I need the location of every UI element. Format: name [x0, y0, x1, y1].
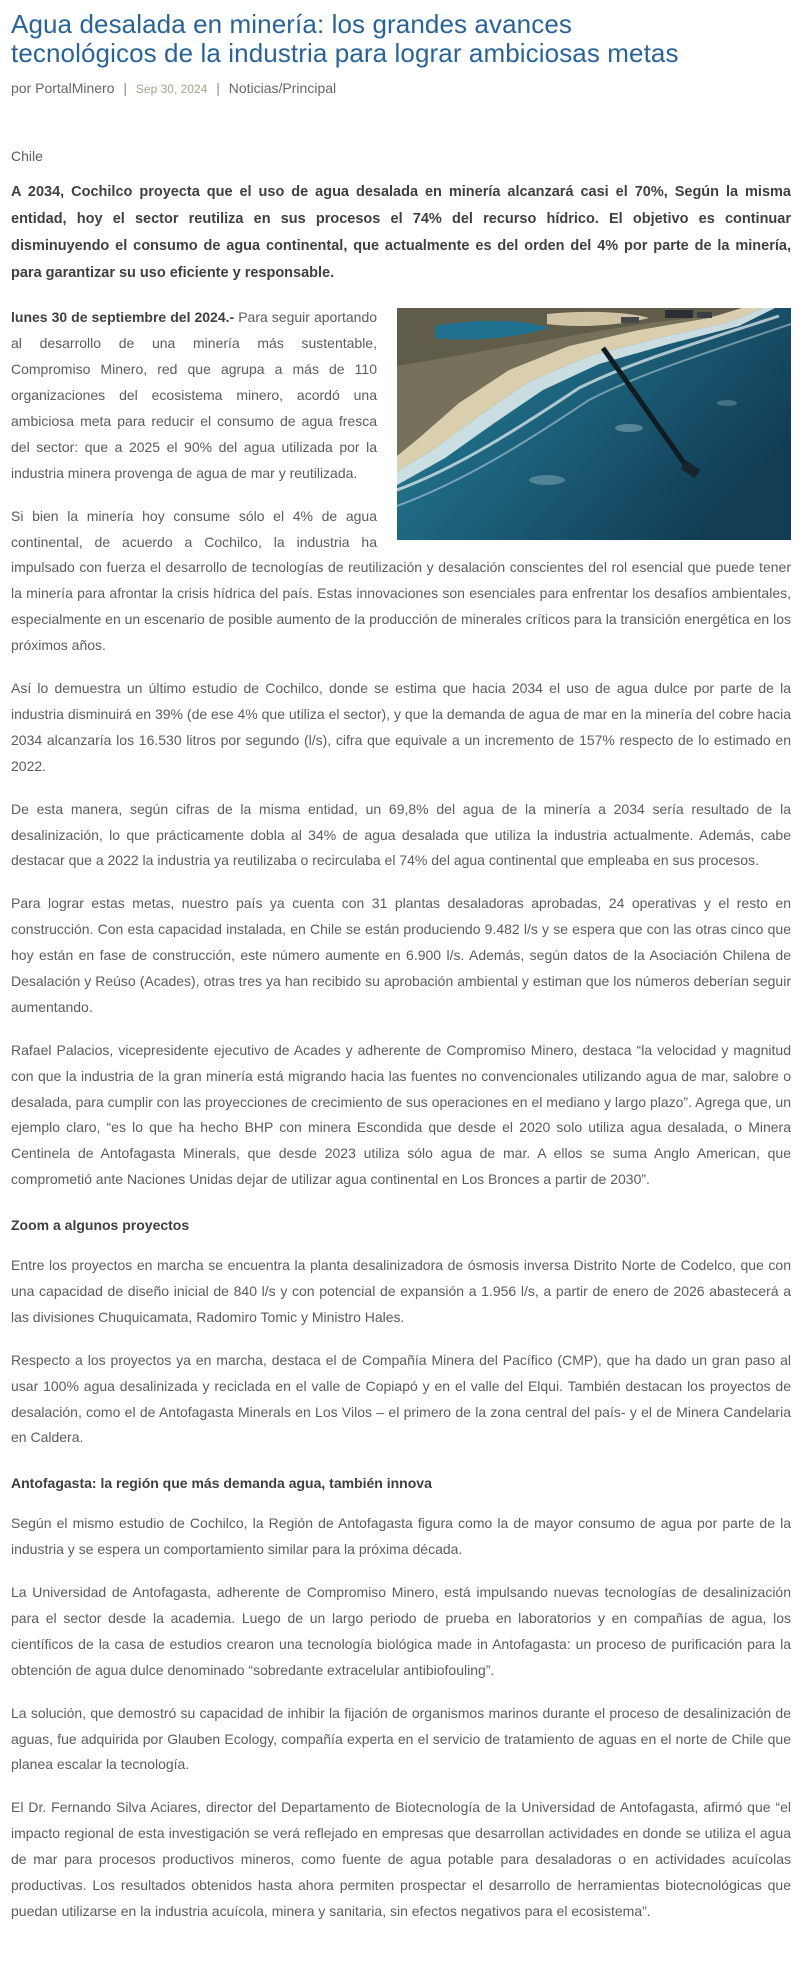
article	[11, 10, 791, 1925]
paragraph: De esta manera, según cifras de la misma entidad, un 69,8% del agua de la minería a 2034 sería resultado de la desalinización, lo que prácticamente dobla al 34% de agua desalada que utiliza la industria actualmente. Además, cabe destacar que a 2022 la industria ya reutilizaba o recirculaba el 74% del agua continental que empleaba en sus procesos.	[11, 800, 791, 869]
aerial-coastline-photo	[397, 308, 791, 540]
paragraph: Entre los proyectos en marcha se encuentra la planta desalinizadora de ósmosis inversa Distrito Norte de Codelco, que con una capacidad de diseño inicial de 840 l/s y con potencial de expansión a 1.956 l/s, a partir de enero de 2026 abastecerá a las divisiones Chuquicamata, Radomiro Tomic y Ministro Hales.	[11, 1257, 791, 1325]
subhead-projects: Zoom a algunos proyectos	[11, 1217, 190, 1234]
paragraph: La Universidad de Antofagasta, adherente de Compromiso Minero, está impulsando nuevas tecnologías de desalinización para el sector desde la academia. Luego de un largo periodo de prueba en laboratorios y en compañías de agua, los científicos de la casa de estudios crearon una tecnología biológica made in Antofagasta: un proceso de purificación para la obtención de agua dulce denominado “sobredante extracelular antibiofouling”.	[11, 1584, 791, 1678]
paragraph: Según el mismo estudio de Cochilco, la Región de Antofagasta figura como la de mayor consumo de agua por parte de la industria y se espera un comportamiento similar para la próxima década.	[11, 1515, 791, 1558]
dateline-text: Para seguir aportando al desarrollo de una minería más sustentable, Compromiso Minero, red que agrupa a más de 110 organizaciones del ecosistema minero, acordó una ambiciosa meta para reducir el consumo de agua fresca del sector: que a 2025 el 90% del agua utilizada por la industria minera provenga de agua de mar y reutilizada.	[11, 309, 378, 481]
coastal-desalination-illustration	[397, 308, 791, 540]
page-title: Agua desalada en minería: los grandes avances tecnológicos de la industria para lograr ambiciosas metas	[11, 9, 679, 69]
paragraph: Así lo demuestra un último estudio de Cochilco, donde se estima que hacia 2034 el uso de agua dulce por parte de la industria disminuirá en 39% (de ese 4% que utiliza el sector), y que la demanda de agua de mar en la minería del cobre hacia 2034 alcanzaría los 16.530 litros por segundo (l/s), cifra que equivale a un incremento de 157% respecto de lo estimado en 2022.	[11, 680, 791, 774]
article-body	[11, 305, 791, 1924]
meta-author-prefix: por	[11, 80, 32, 97]
paragraph: Respecto a los proyectos ya en marcha, destaca el de Compañía Minera del Pacífico (CMP), que ha dado un gran paso al usar 100% agua desalinizada y reciclada en el valle de Copiapó y en el valle del Elqui. También destacan los proyectos de desalación, como el de Antofagasta Minerals en Los Vilos – el primero de la zona central del país- y el de Minera Candelaria en Caldera.	[11, 1351, 791, 1446]
paragraph: Si bien la minería hoy consume sólo el 4% de agua continental, de acuerdo a Cochilco, la industria ha impulsado con fuerza el desarrollo de tecnologías de reutilización y desalación conscientes del rol esencial que puede tener la minería para afrontar la crisis hídrica del país. Estas innovaciones son esenciales para enfrentar los desafíos ambientales, especialmente en un escenario de posible aumento de la producción de minerales críticos para la transición energética en los próximos años.	[11, 507, 791, 654]
paragraph: Rafael Palacios, vicepresidente ejecutivo de Acades y adherente de Compromiso Minero, destaca “la velocidad y magnitud con que la industria de la gran minería está migrando hacia las fuentes no convencionales utilizando agua de mar, salobre o desalada, para cumplir con las proyecciones de crecimiento de sus operaciones en el mediano y largo plazo”. Agrega que, un ejemplo claro, “es lo que ha hecho BHP con minera Escondida que desde el 2020 solo utiliza agua desalada, o Minera Centinela de Antofagasta Minerals, que desde 2023 utiliza sólo agua de mar. A ellos se suma Anglo American, que comprometió ante Naciones Unidas dejar de utilizar agua continental en Los Bronces a partir de 2030”.	[11, 1041, 791, 1188]
paragraph: La solución, que demostró su capacidad de inhibir la fijación de organismos marinos durante el proceso de desalinización de aguas, fue adquirida por Glauben Ecology, compañía experta en el servicio de tratamiento de aguas en el norte de Chile que planea escalar la tecnología.	[11, 1704, 791, 1773]
meta-separator: |	[123, 80, 128, 97]
meta-separator: |	[216, 80, 220, 97]
paragraph: El Dr. Fernando Silva Aciares, director del Departamento de Biotecnología de la Universidad de Antofagasta, afirmó que “el impacto regional de esta investigación se verá reflejado en empresas que desarrollan actividades en donde se utiliza el agua de mar para procesos productivos mineros, como fuente de agua potable para desaladoras o en actividades acuícolas productivas. Los resultados obtenidos hasta ahora permiten prospectar el desarrollo de herramientas biotecnológicas que puedan utilizarse en la industria acuícola, minera y sanitaria, sin efectos negativos para el ecosistema”.	[11, 1799, 791, 1919]
location-label: Chile	[11, 148, 43, 165]
author-link[interactable]: PortalMinero	[35, 80, 115, 97]
dateline-bold: lunes 30 de septiembre del 2024.-	[11, 309, 235, 326]
lead-paragraph: A 2034, Cochilco proyecta que el uso de agua desalada en minería alcanzará casi el 70%, Según la misma entidad, hoy el sector reutiliza en sus procesos el 74% del recurso hídrico. El objetivo es continuar disminuyendo el consumo de agua continental, que actualmente es del orden del 4% por parte de la minería, para garantizar su uso eficiente y responsable.	[11, 184, 791, 281]
paragraph: Para lograr estas metas, nuestro país ya cuenta con 31 plantas desaladoras aprobadas, 24 operativas y el resto en construcción. Con esta capacidad instalada, en Chile se están produciendo 9.482 l/s y se espera que con las otras cinco que hoy están en fase de construcción, este número aumente en 6.900 l/s. Además, según datos de la Asociación Chilena de Desalación y Reúso (Acades), otras tres ya han recibido su aprobación ambiental y estiman que los números deberían seguir aumentando.	[11, 895, 791, 1015]
post-date: Sep 30, 2024	[135, 82, 208, 97]
subhead-antofagasta: Antofagasta: la región que más demanda agua, también innova	[11, 1475, 432, 1492]
category-link[interactable]: Noticias/Principal	[228, 80, 337, 97]
post-meta	[11, 80, 791, 96]
